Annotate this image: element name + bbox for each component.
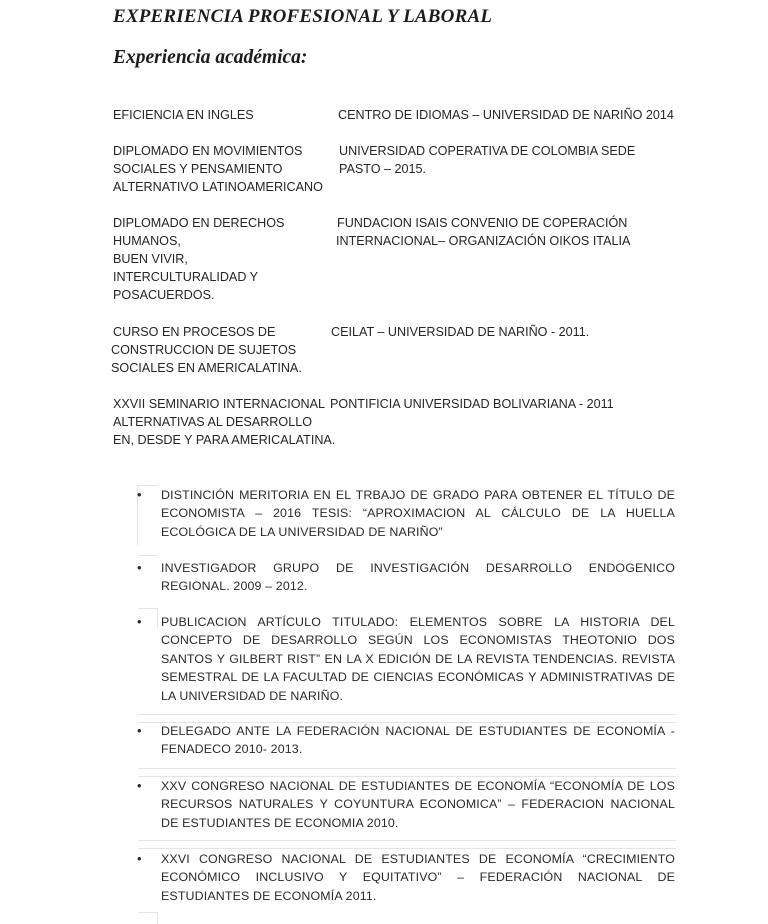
- education-entry-2-title: DIPLOMADO EN MOVIMIENTOS SOCIALES Y PENSAMIENTO ALTERNATIVO LATINOAMERICANO: [113, 144, 323, 194]
- list-item: [137, 559, 675, 596]
- table-rule: [138, 768, 676, 769]
- education-entry-3-title: DIPLOMADO EN DERECHOS HUMANOS, BUEN VIVIR, INTERCULTURALIDAD Y POSACUERDOS.: [113, 216, 285, 302]
- list-item-text: DISTINCIÓN MERITORIA EN EL TRBAJO DE GRADO PARA OBTENER EL TÍTULO DE ECONOMISTA – 2016 TESIS: “APROXIMACION AL CÁLCULO DE LA HUELLA ECOLÓGICA DE LA UNIVERSIDAD DE NARIÑO”: [161, 488, 675, 539]
- bullet-icon: •: [137, 614, 142, 629]
- education-entry-4-institution: CEILAT – UNIVERSIDAD DE NARIÑO - 2011.: [331, 325, 590, 339]
- list-item: [137, 722, 675, 759]
- list-item-text: DELEGADO ANTE LA FEDERACIÓN NACIONAL DE ESTUDIANTES DE ECONOMÍA - FENADECO 2010- 2013.: [161, 724, 675, 757]
- list-item: [137, 486, 675, 541]
- list-item: [137, 777, 675, 832]
- table-rule: [138, 840, 676, 841]
- table-rule: [157, 608, 158, 628]
- bullet-icon: •: [137, 723, 142, 738]
- table-rule: [138, 912, 158, 913]
- education-entry-5-title: XXVII SEMINARIO INTERNACIONAL ALTERNATIVAS AL DESARROLLO EN, DESDE Y PARA AMERICALATINA.: [113, 397, 336, 447]
- bullet-icon: •: [137, 778, 142, 793]
- list-item-text: XXVI CONGRESO NACIONAL DE ESTUDIANTES DE ECONOMÍA “CRECIMIENTO ECONÓMICO INCLUSIVO Y EQUITATIVO” – FEDERACIÓN NACIONAL DE ESTUDIANTES DE ECONOMÍA 2011.: [161, 852, 675, 903]
- section-title: EXPERIENCIA PROFESIONAL Y LABORAL: [113, 6, 493, 27]
- list-item: [137, 850, 675, 905]
- bullet-icon: •: [137, 560, 142, 575]
- education-entry-3-institution: FUNDACION ISAIS CONVENIO DE COPERACIÓN INTERNACIONAL– ORGANIZACIÓN OIKOS ITALIA: [336, 216, 631, 248]
- table-rule: [138, 714, 676, 715]
- bullet-icon: •: [137, 851, 142, 866]
- list-item: [137, 613, 675, 705]
- list-item-text: INVESTIGADOR GRUPO DE INVESTIGACIÓN DESARROLLO ENDOGENICO REGIONAL. 2009 – 2012.: [161, 561, 675, 594]
- education-entry-1-title: EFICIENCIA EN INGLES: [113, 108, 254, 122]
- subsection-title: Experiencia académica:: [113, 47, 308, 68]
- bullet-icon: •: [137, 487, 142, 502]
- table-rule: [138, 848, 676, 849]
- education-entry-2-institution: UNIVERSIDAD COPERATIVA DE COLOMBIA SEDE PASTO – 2015.: [339, 144, 636, 176]
- table-rule: [138, 608, 158, 609]
- education-entry-1-institution: CENTRO DE IDIOMAS – UNIVERSIDAD DE NARIÑO 2014: [338, 108, 674, 122]
- table-rule: [138, 555, 158, 556]
- list-item-text: XXV CONGRESO NACIONAL DE ESTUDIANTES DE ECONOMÍA “ECONOMÍA DE LOS RECURSOS NATURALES Y COYUNTURA ECONOMICA” – FEDERACION NACIONAL DE ESTUDIANTES DE ECONOMIA 2010.: [161, 779, 675, 830]
- list-item-text: PUBLICACION ARTÍCULO TITULADO: ELEMENTOS SOBRE LA HISTORIA DEL CONCEPTO DE DESARROLLO SEGÚN LOS ECONOMISTAS THEOTONIO DOS SANTOS Y GILBERT RIST” EN LA X EDICIÓN DE LA REVISTA TENDENCIAS. REVISTA SEMESTRAL DE LA FACULTAD DE CIENCIAS ECONÓMICAS Y ADMINISTRATIVAS DE LA UNIVERSIDAD DE NARIÑO.: [161, 615, 675, 703]
- education-entry-5-institution: PONTIFICIA UNIVERSIDAD BOLIVARIANA - 2011: [330, 397, 614, 411]
- table-rule: [157, 912, 158, 924]
- education-entry-4-title: CURSO EN PROCESOS DE CONSTRUCCION DE SUJETOS SOCIALES EN AMERICALATINA.: [111, 325, 302, 375]
